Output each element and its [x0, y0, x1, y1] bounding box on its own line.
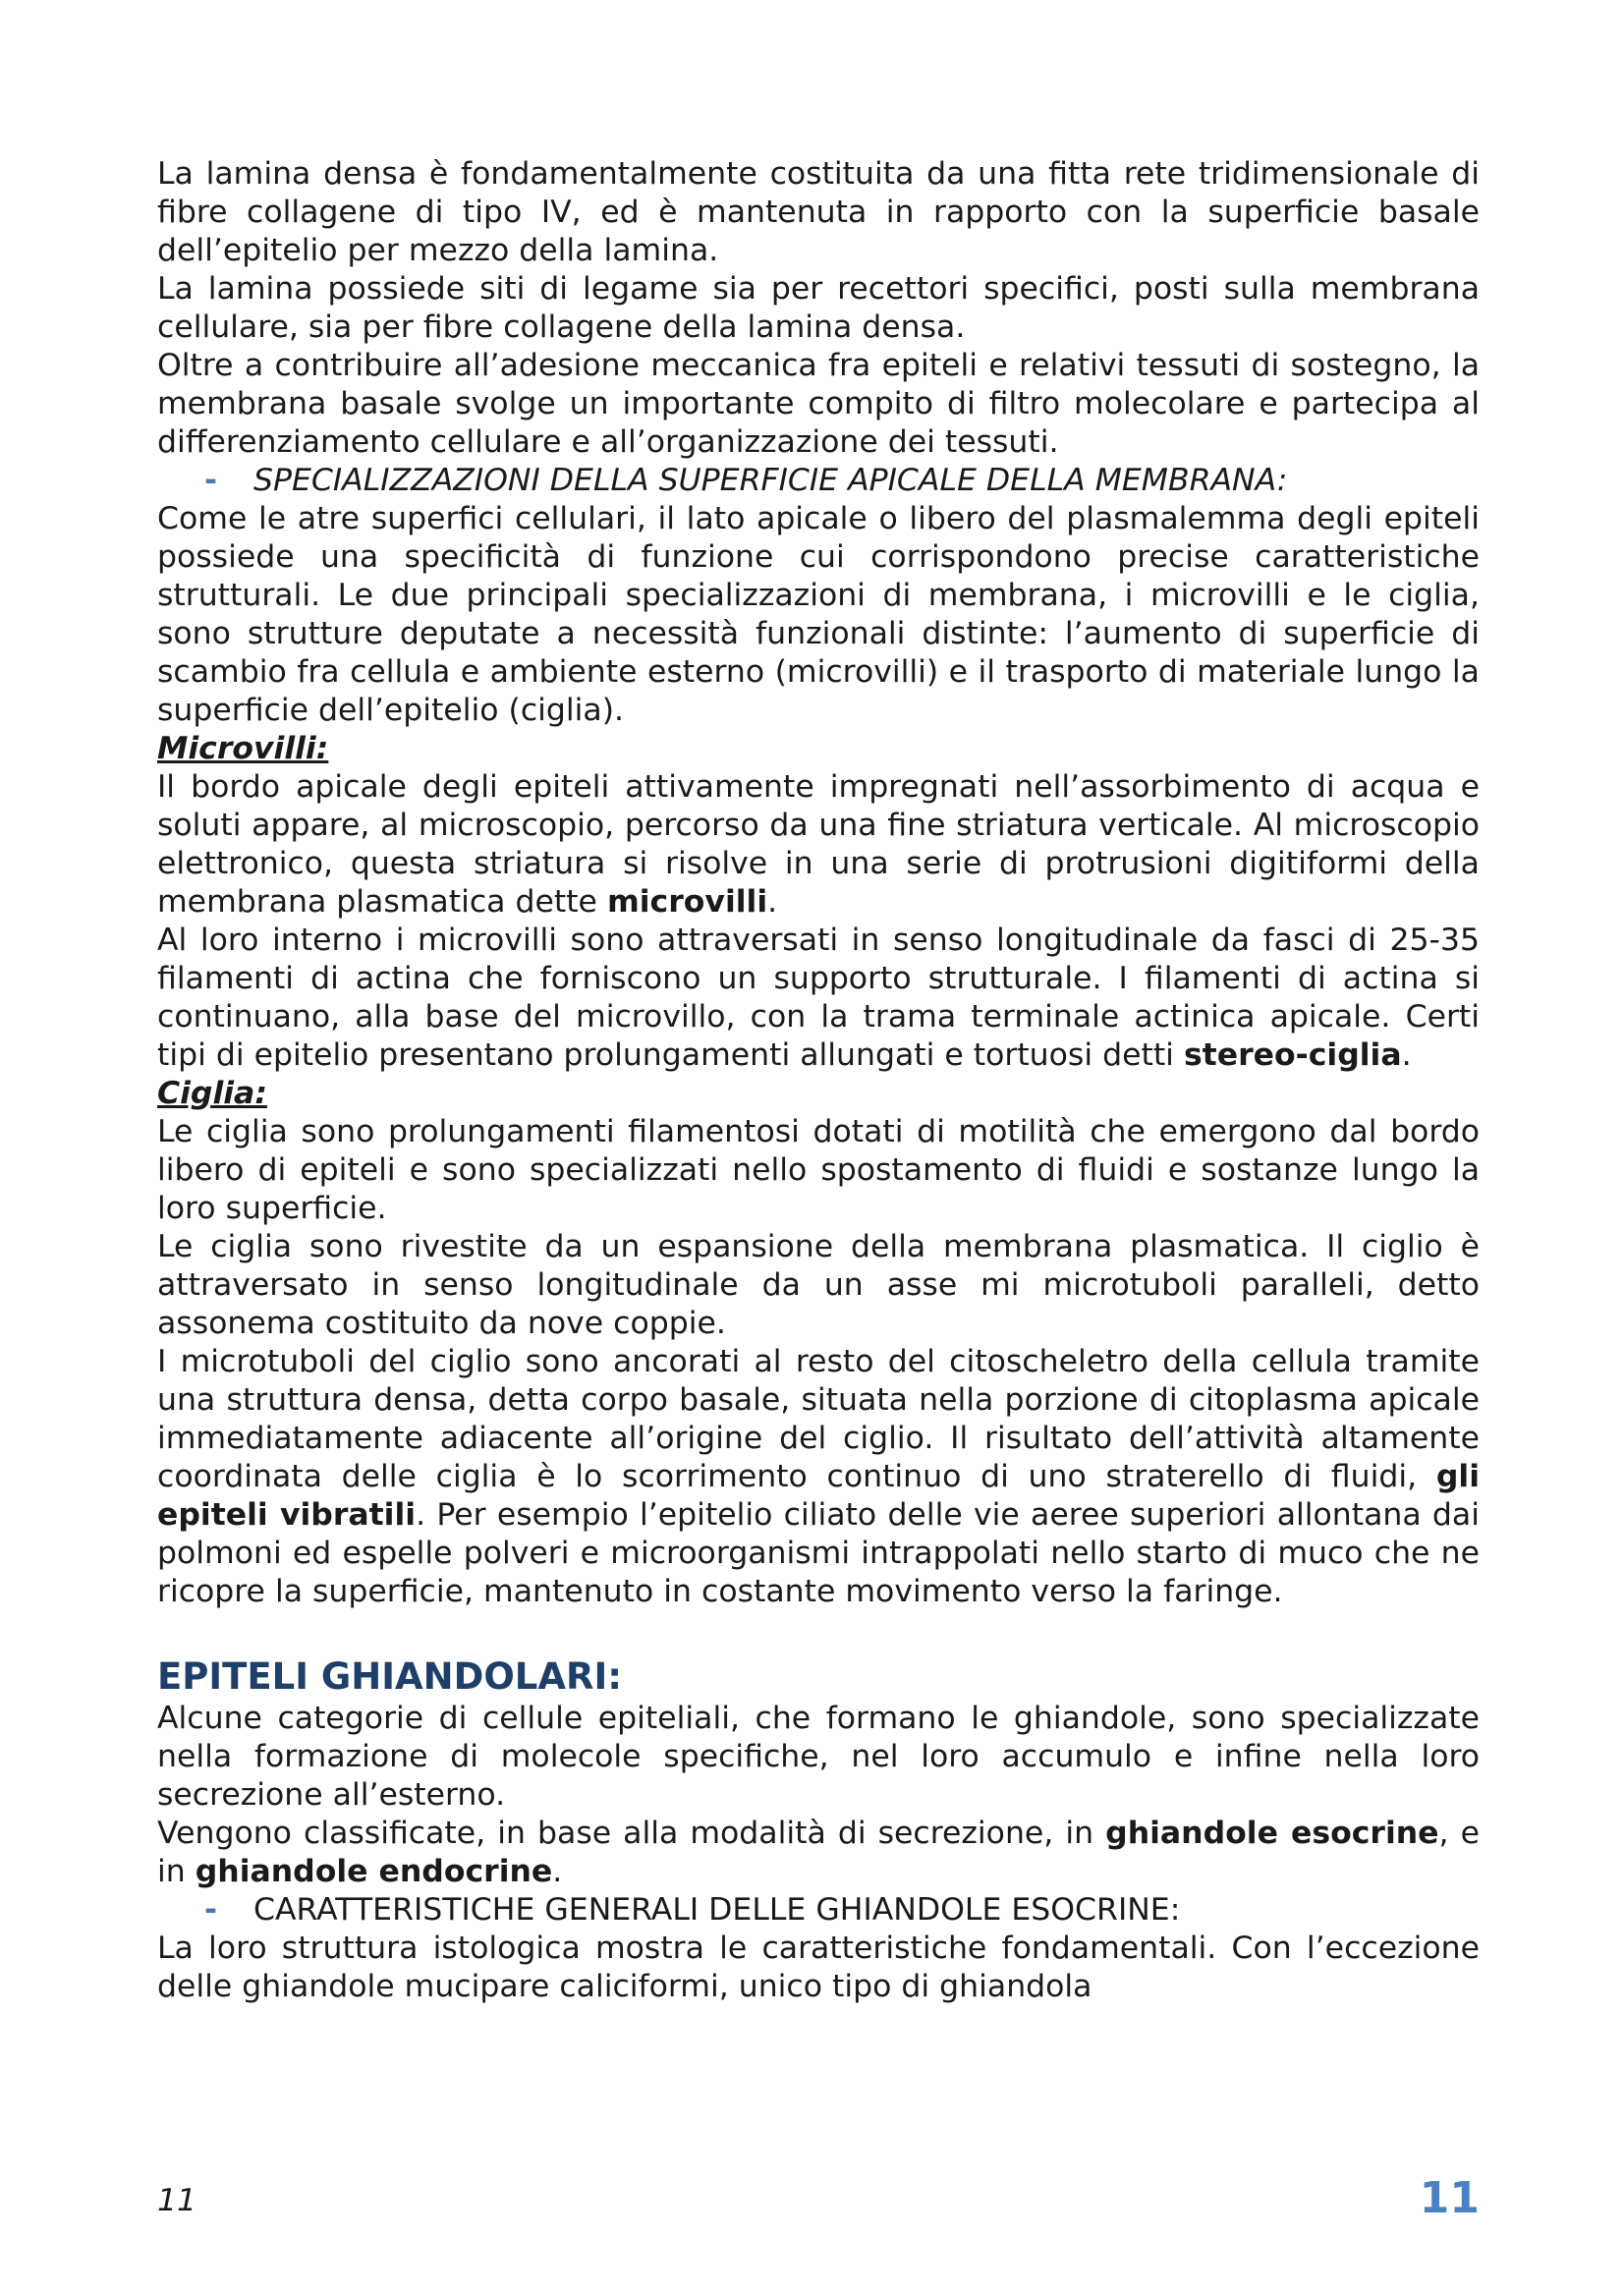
paragraph-bordo-apicale: Il bordo apicale degli epiteli attivamente impregnati nell’assorbimento di acqua e soluti appare, al microscopio, percorso da una fine striatura verticale. Al microscopio elettronico, questa striatura si risolve in una serie di protrusioni digitiformi della membrana plasmatica dette microvilli. [157, 769, 1480, 920]
paragraph-lamina-siti: La lamina possiede siti di legame sia per recettori specifici, posti sulla membrana cellulare, sia per fibre collagene della lamina densa. [157, 271, 1480, 345]
term-ghiandole-esocrine: ghiandole esocrine [1105, 1816, 1439, 1851]
subheading-specializzazioni [157, 462, 1480, 500]
term-microvilli: microvilli [606, 884, 768, 920]
subheading-ghiandole-esocrine [157, 1891, 1480, 1930]
title-microvilli: Microvilli: [157, 731, 329, 766]
paragraph-categorie-cellule: Alcune categorie di cellule epiteliali, che formano le ghiandole, sono specializzate nella formazione di molecole specifiche, nel loro accumulo e infine nella loro secrezione all’esterno. [157, 1701, 1480, 1813]
bullet-dash: - [204, 463, 218, 498]
paragraph-microvilli-interno: Al loro interno i microvilli sono attraversati in senso longitudinale da fasci di 25-35 filamenti di actina che forniscono un supporto strutturale. I filamenti di actina si continuano, alla base del microvillo, con la trama terminale actinica apicale. Certi tipi di epitelio presentano prolungamenti allungati e tortuosi detti stereo-ciglia. [157, 923, 1480, 1073]
document-page [157, 155, 1480, 2006]
footer-page-number-left: 11 [157, 2183, 197, 2218]
term-epiteli-vibratili: gli epiteli vibratili [157, 1459, 1480, 1533]
paragraph-membrana-basale: Oltre a contribuire all’adesione meccanica fra epiteli e relativi tessuti di sostegno, la membrana basale svolge un importante compito di filtro molecolare e partecipa al differenziamento cellulare e all’organizzazione dei tessuti. [157, 348, 1480, 460]
bullet-dash: - [204, 1892, 218, 1928]
paragraph-struttura-istologica: La loro struttura istologica mostra le caratteristiche fondamentali. Con l’eccezione delle ghiandole mucipare caliciformi, unico tipo di ghiandola [157, 1931, 1480, 2004]
paragraph-superfici-cellulari: Come le atre superfici cellulari, il lato apicale o libero del plasmalemma degli epiteli possiede una specificità di funzione cui corrispondono precise caratteristiche strutturali. Le due principali specializzazioni di membrana, i microvilli e le ciglia, sono strutture deputate a necessità funzionali distinte: l’aumento di superficie di scambio fra cellula e ambiente esterno (microvilli) e il trasporto di materiale lungo la superficie dell’epitelio (ciglia). [157, 501, 1480, 728]
paragraph-ciglia-rivestite: Le ciglia sono rivestite da un espansione della membrana plasmatica. Il ciglio è attraversato in senso longitudinale da un asse mi microtuboli paralleli, detto assonema costituito da nove coppie. [157, 1229, 1480, 1341]
title-ciglia: Ciglia: [157, 1076, 267, 1111]
heading-epiteli-ghiandolari: EPITELI GHIANDOLARI: [157, 1655, 623, 1698]
paragraph-lamina-densa: La lamina densa è fondamentalmente costituita da una fitta rete tridimensionale di fibre collagene di tipo IV, ed è mantenuta in rapporto con la superficie basale dell’epitelio per mezzo della lamina. [157, 156, 1480, 268]
paragraph-classificazione: Vengono classificate, in base alla modalità di secrezione, in ghiandole esocrine, e in ghiandole endocrine. [157, 1816, 1480, 1889]
subheading-ghiandole-esocrine-text: CARATTERISTICHE GENERALI DELLE GHIANDOLE ESOCRINE: [253, 1892, 1181, 1928]
term-ghiandole-endocrine: ghiandole endocrine [195, 1854, 553, 1889]
footer-page-number-right: 11 [1419, 2173, 1480, 2223]
term-stereo-ciglia: stereo-ciglia [1183, 1037, 1402, 1073]
paragraph-microtuboli: I microtuboli del ciglio sono ancorati al resto del citoscheletro della cellula tramite una struttura densa, detta corpo basale, situata nella porzione di citoplasma apicale immediatamente adiacente all’origine del ciglio. Il risultato dell’attività altamente coordinata delle ciglia è lo scorrimento continuo di uno straterello di fluidi, gli epiteli vibratili. Per esempio l’epitelio ciliato delle vie aeree superiori allontana dai polmoni ed espelle polveri e microorganismi intrappolati nello starto di muco che ne ricopre la superficie, mantenuto in costante movimento verso la faringe. [157, 1344, 1480, 1609]
subheading-specializzazioni-text: SPECIALIZZAZIONI DELLA SUPERFICIE APICALE DELLA MEMBRANA: [253, 463, 1288, 498]
paragraph-ciglia-prolungamenti: Le ciglia sono prolungamenti filamentosi dotati di motilità che emergono dal bordo libero di epiteli e sono specializzati nello spostamento di fluidi e sostanze lungo la loro superficie. [157, 1114, 1480, 1226]
